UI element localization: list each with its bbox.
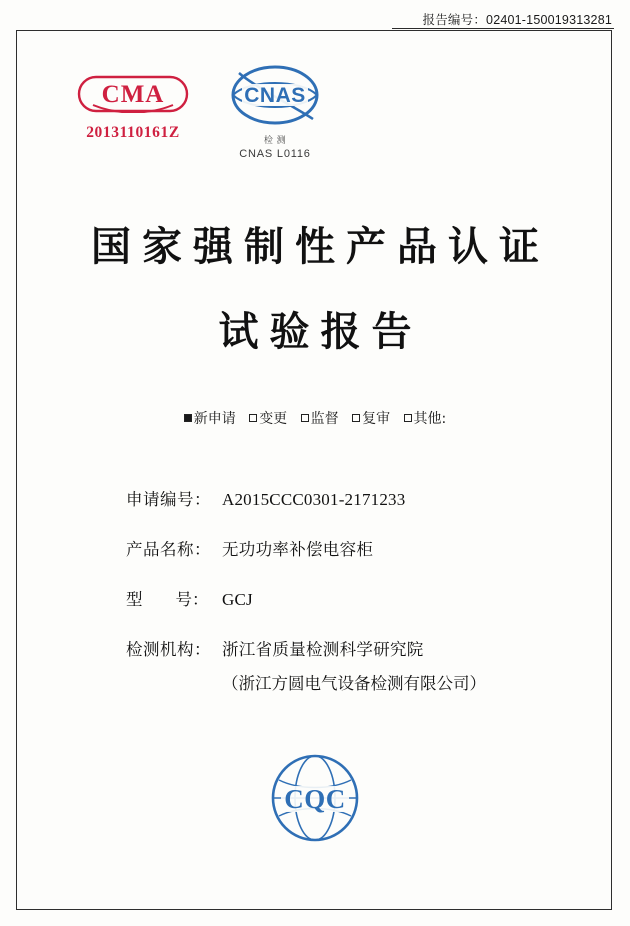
cqc-icon bbox=[269, 752, 361, 844]
field-testing-organization-subsidiary: （浙江方圆电气设备检测有限公司） bbox=[222, 674, 486, 693]
checkbox-icon[interactable] bbox=[352, 414, 360, 422]
field-value: 浙江省质量检测科学研究院 bbox=[222, 640, 424, 659]
field-product-name bbox=[0, 536, 630, 560]
cma-logo-block bbox=[68, 75, 198, 142]
option-supervision[interactable] bbox=[301, 408, 339, 428]
cma-certificate-code: 2013110161Z bbox=[86, 124, 180, 141]
field-label: 申请编号： bbox=[126, 490, 211, 509]
option-label: 监督 bbox=[310, 411, 339, 427]
cnas-subtext: 检 测 bbox=[263, 136, 287, 146]
option-label: 复审 bbox=[362, 411, 391, 427]
field-model bbox=[0, 586, 630, 610]
svg-text:CQC: CQC bbox=[284, 784, 346, 814]
cnas-logo-block bbox=[205, 61, 345, 160]
option-label: 新申请 bbox=[193, 411, 236, 427]
cnas-code: CNAS L0116 bbox=[239, 148, 311, 160]
checkbox-icon[interactable] bbox=[301, 414, 309, 422]
cnas-icon bbox=[219, 61, 331, 135]
option-label: 变更 bbox=[259, 411, 288, 427]
page-title: 国家强制性产品认证 bbox=[91, 223, 550, 270]
field-value: A2015CCC0301-2171233 bbox=[222, 490, 406, 509]
report-number-value: 02401-150019313281 bbox=[486, 13, 612, 27]
page-subtitle: 试验报告 bbox=[218, 308, 423, 355]
accreditation-logos bbox=[0, 55, 630, 175]
svg-text:CNAS: CNAS bbox=[244, 84, 306, 107]
cqc-seal-block bbox=[0, 752, 630, 844]
field-label: 型 号： bbox=[126, 590, 209, 609]
report-number-underline bbox=[392, 28, 614, 29]
field-label: 检测机构： bbox=[126, 640, 211, 659]
option-change[interactable] bbox=[249, 408, 287, 428]
field-label: 产品名称： bbox=[126, 540, 211, 559]
field-testing-organization bbox=[0, 636, 630, 660]
report-info-fields bbox=[0, 486, 630, 720]
report-number-label: 报告编号： bbox=[422, 12, 487, 27]
field-value: GCJ bbox=[222, 590, 253, 609]
option-new-application[interactable] bbox=[184, 408, 236, 428]
checkbox-icon[interactable] bbox=[404, 414, 412, 422]
report-number bbox=[423, 10, 612, 28]
svg-text:CMA: CMA bbox=[101, 81, 165, 108]
option-label: 其他: bbox=[413, 411, 447, 427]
option-other[interactable] bbox=[404, 408, 447, 428]
option-review[interactable] bbox=[352, 408, 390, 428]
field-value: 无功功率补偿电容柜 bbox=[222, 540, 374, 559]
checkbox-icon[interactable] bbox=[249, 414, 257, 422]
application-type-options bbox=[0, 408, 630, 428]
checkbox-icon[interactable] bbox=[184, 414, 192, 422]
field-application-number bbox=[0, 486, 630, 510]
cma-icon bbox=[77, 75, 189, 113]
